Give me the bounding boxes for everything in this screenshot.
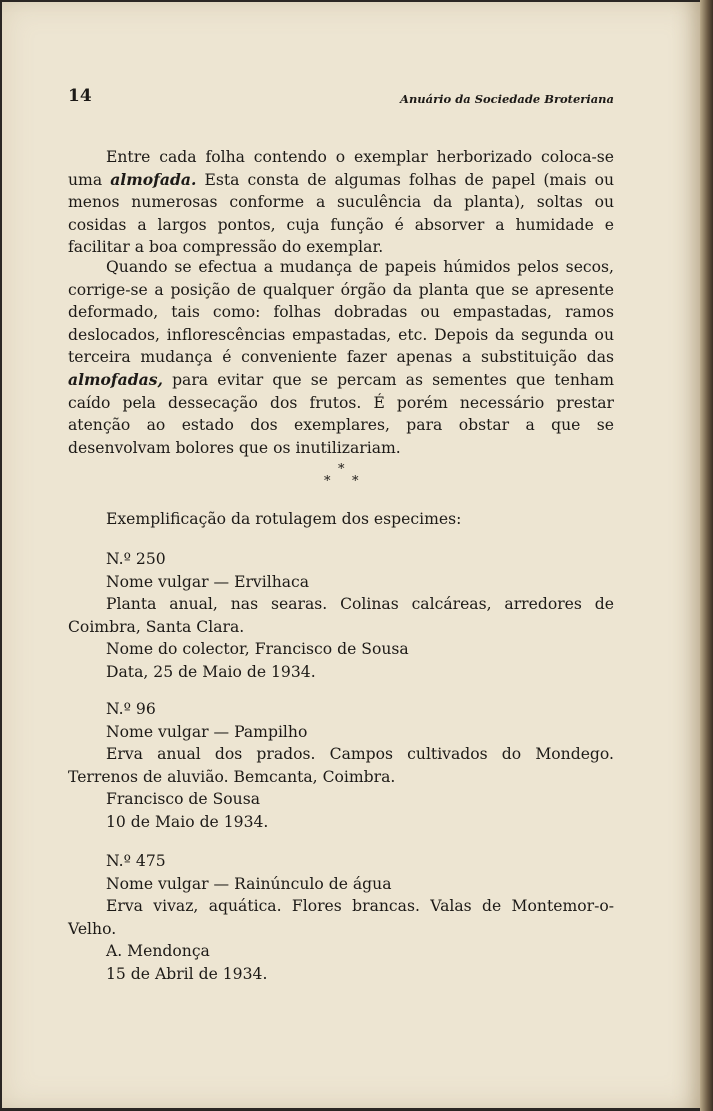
- emphasis-term: almofadas,: [68, 369, 163, 389]
- book-spine: [700, 0, 713, 1111]
- specimen-date: Data, 25 de Maio de 1934.: [106, 662, 316, 681]
- specimen-number: N.º 96: [106, 700, 156, 718]
- specimen-label: [68, 850, 614, 986]
- specimen-habitat: Erva anual dos prados. Campos cultivados do Mondego. Terrenos de aluvião. Bemcanta, Coimbra.: [68, 745, 614, 786]
- asterisk: *: [352, 474, 359, 489]
- asterism: [302, 462, 362, 492]
- emphasis-term: almofada.: [110, 169, 197, 189]
- specimen-date: 15 de Abril de 1934.: [106, 964, 268, 983]
- labelling-intro: Exemplificação da rotulagem dos especimes:: [106, 510, 462, 528]
- specimen-label: [68, 698, 614, 834]
- specimen-common-name: Nome vulgar — Pampilho: [106, 722, 308, 741]
- paragraph-almofada: [68, 146, 614, 259]
- paragraph-text: para evitar que se percam as sementes que tenham caído pela dessecação dos frutos. É porém necessário prestar atenção ao estado dos exemplares, para obstar a que se desenvolvam bolores que os inutilizariam.: [68, 370, 614, 457]
- specimen-habitat: Erva vivaz, aquática. Flores brancas. Valas de Montemor-o-Velho.: [68, 897, 614, 938]
- specimen-collector: A. Mendonça: [106, 942, 210, 961]
- specimen-label: [68, 548, 614, 684]
- specimen-common-name: Nome vulgar — Rainúnculo de água: [106, 874, 392, 893]
- specimen-collector: Nome do colector, Francisco de Sousa: [106, 640, 409, 659]
- specimen-number: N.º 250: [106, 550, 166, 568]
- specimen-number: N.º 475: [106, 852, 166, 870]
- paragraph-text: Quando se efectua a mudança de papeis húmidos pelos secos, corrige-se a posição de qualquer órgão da planta que se apresente deformado, tais como: folhas dobradas ou empastadas, ramos deslocados, inflorescências empastadas, etc. Depois da segunda ou terceira mudança é conveniente fazer apenas a substituição das: [68, 258, 614, 367]
- asterisk: *: [338, 462, 345, 477]
- paragraph-mudanca: [68, 256, 614, 459]
- specimen-common-name: Nome vulgar — Ervilhaca: [106, 572, 310, 591]
- page-number: 14: [68, 86, 92, 106]
- paragraph-text: Entre cada folha contendo o exemplar herborizado coloca-se uma: [68, 148, 614, 189]
- running-title: Anuário da Sociedade Broteriana: [400, 92, 614, 106]
- specimen-date: 10 de Maio de 1934.: [106, 812, 269, 831]
- asterisk: *: [324, 474, 331, 489]
- specimen-collector: Francisco de Sousa: [106, 790, 260, 809]
- paragraph-text: Esta consta de algumas folhas de papel (mais ou menos numerosas conforme a suculência da planta), soltas ou cosidas a largos pontos, cuja função é absorver a humidade e facilitar a boa compressão do exemplar.: [68, 170, 614, 257]
- specimen-habitat: Planta anual, nas searas. Colinas calcáreas, arredores de Coimbra, Santa Clara.: [68, 595, 614, 636]
- book-page: [2, 2, 700, 1108]
